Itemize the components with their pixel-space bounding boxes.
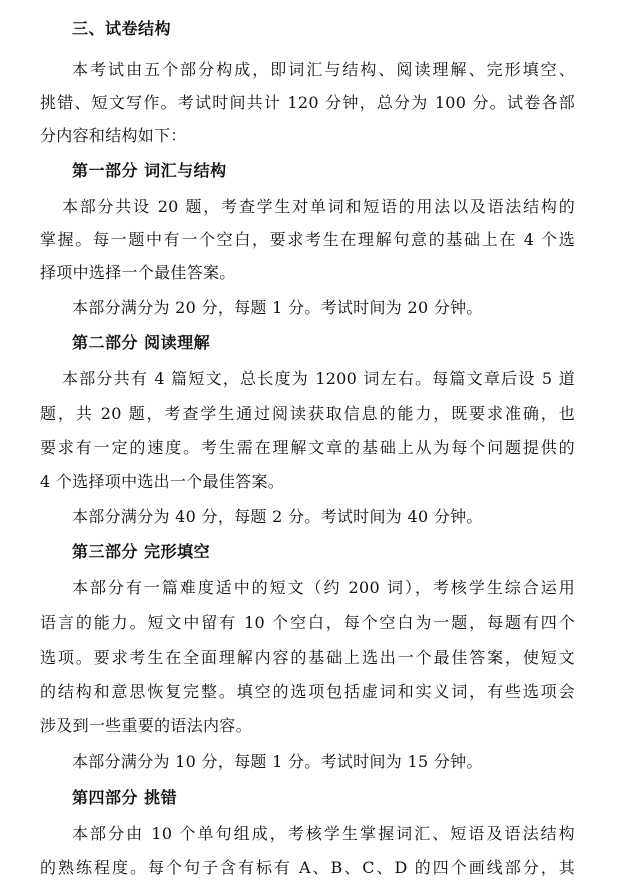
section-title: 三、试卷结构 [72, 19, 172, 38]
part-3-body-line-3: 选项。要求考生在全面理解内容的基础上选出一个最佳答案，使短文 [40, 648, 575, 667]
part-4-body-line-1: 本部分由 10 个单句组成，考核学生掌握词汇、短语及语法结构 [72, 824, 575, 843]
part-3-body-line-1: 本部分有一篇难度适中的短文（约 200 词），考核学生综合运用 [72, 578, 575, 597]
part-1-score: 本部分满分为 20 分，每题 1 分。考试时间为 20 分钟。 [72, 298, 483, 317]
part-4-heading: 第四部分 挑错 [72, 788, 178, 807]
part-2-body-line-3: 要求有一定的速度。考生需在理解文章的基础上从为每个问题提供的 [40, 438, 575, 457]
part-3-body-line-2: 语言的能力。短文中留有 10 个空白，每个空白为一题，每题有四个 [40, 613, 575, 632]
part-3-score: 本部分满分为 10 分，每题 1 分。考试时间为 15 分钟。 [72, 752, 483, 771]
part-2-body-line-4: 4 个选择项中选出一个最佳答案。 [40, 472, 285, 491]
part-3-body-line-4: 的结构和意思恢复完整。填空的选项包括虚词和实义词，有些选项会 [40, 682, 575, 701]
part-2-heading: 第二部分 阅读理解 [72, 333, 211, 352]
part-1-heading: 第一部分 词汇与结构 [72, 161, 227, 180]
intro-line-1: 本考试由五个部分构成，即词汇与结构、阅读理解、完形填空、 [72, 60, 575, 79]
part-2-body-line-1: 本部分共有 4 篇短文，总长度为 1200 词左右。每篇文章后设 5 道 [62, 369, 575, 388]
part-4-body-line-2: 的熟练程度。每个句子含有标有 A、B、C、D 的四个画线部分，其 [40, 858, 575, 877]
part-3-body-line-5: 涉及到一些重要的语法内容。 [40, 716, 252, 735]
part-2-body-line-2: 题，共 20 题，考查学生通过阅读获取信息的能力，既要求准确，也 [40, 404, 575, 423]
part-1-body-line-2: 掌握。每一题中有一个空白，要求考生在理解句意的基础上在 4 个选 [40, 230, 575, 249]
intro-line-2: 挑错、短文写作。考试时间共计 120 分钟，总分为 100 分。试卷各部 [40, 93, 575, 112]
part-3-heading: 第三部分 完形填空 [72, 542, 211, 561]
part-2-score: 本部分满分为 40 分，每题 2 分。考试时间为 40 分钟。 [72, 507, 483, 526]
intro-line-3: 分内容和结构如下： [40, 126, 187, 145]
part-1-body-line-3: 择项中选择一个最佳答案。 [40, 263, 236, 282]
part-1-body-line-1: 本部分共设 20 题，考查学生对单词和短语的用法以及语法结构的 [62, 197, 575, 216]
